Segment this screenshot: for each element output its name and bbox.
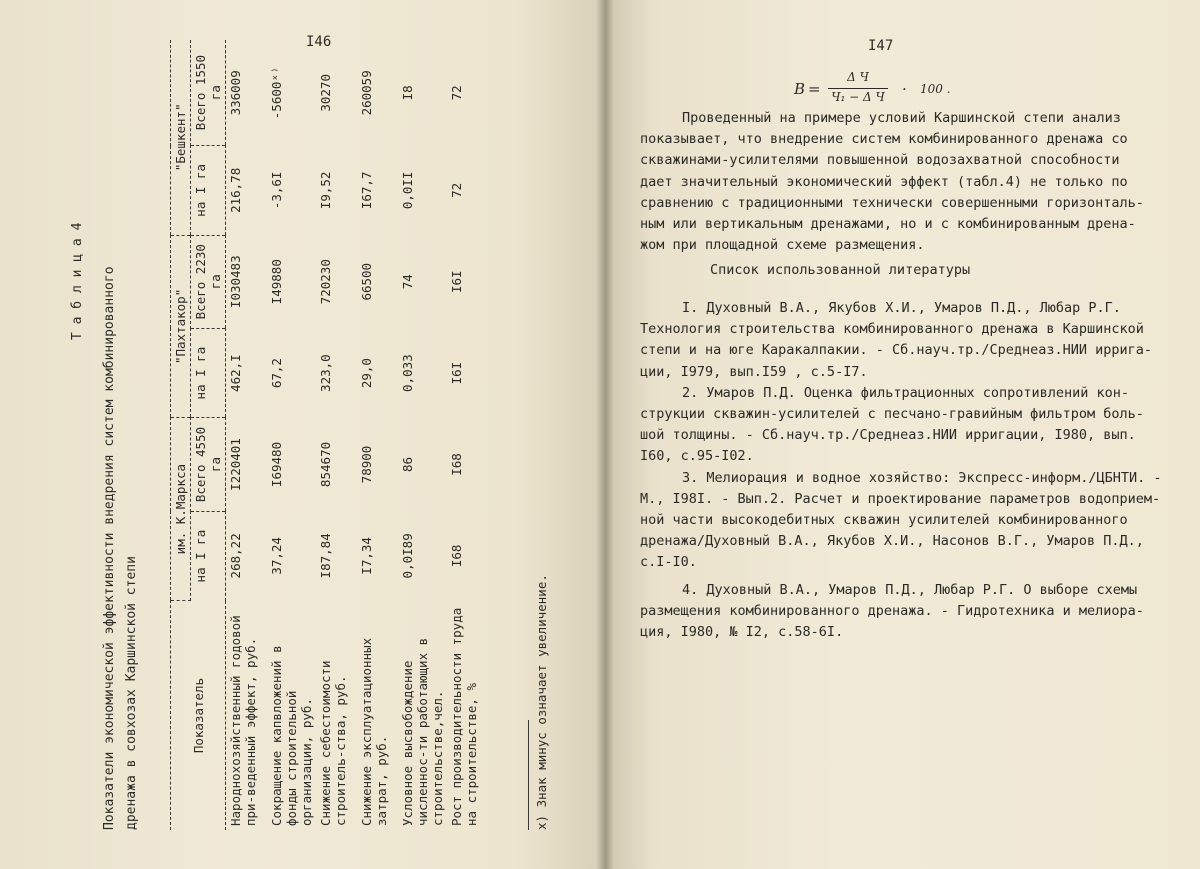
reference-line: 3. Мелиорация и водное хозяйство: Экспресс-информ./ЦБНТИ. - [682,469,1162,486]
reference-line: Технология строительства комбинированного дренажа в Каршинской [640,321,1144,338]
subheader: на I га [191,511,226,600]
reference-line: струкции скважин-усилителей с песчано-гравийным фильтром боль- [640,406,1144,423]
page-number-left: I46 [306,34,332,50]
formula-denominator: Ч₁ − Δ Ч [831,90,885,104]
row-label: Снижение себестоимости строитель-ства, руб. [318,660,348,826]
group-header-pakhtakor: "Пахтакор" [171,235,191,418]
table-cell: I67,7 [359,171,374,210]
reference-line: дренажа/Духовный В.А., Якубов Х.И., Насонов В.Г., Умаров П.Д., [640,533,1144,550]
reference-line: I60, с.95-I02. [640,448,754,465]
subheader: на I га [191,328,226,417]
table-cell: I6I [449,270,464,294]
analysis-paragraph [640,108,1170,256]
table-cell: 29,0 [359,358,374,389]
table-row [398,40,447,830]
table-cell: I030483 [228,255,243,309]
reference-line: размещения комбинированного дренажа. - Гидротехника и мелиора- [640,602,1144,619]
table-cell: -5600ˣ⁾ [269,66,284,120]
subheader: Всего 2230 га [191,235,226,328]
table-cell: 67,2 [269,358,284,389]
table-row [226,40,268,830]
paragraph-line: скважинами-усилителями повышенной водозахватной способности [640,152,1120,169]
row-label: Народнохозяйственный годовой при-веденный эффект, руб. [228,615,258,826]
table-cell: I9,52 [318,171,333,210]
table-title-line-2: дренажа в совхозах Каршинской степи [124,556,139,830]
table-cell: 66500 [359,262,374,301]
table-cell: I87,84 [318,533,333,579]
formula-numerator: Δ Ч [847,70,869,84]
table-cell: I68 [449,453,464,476]
reference-line: шой толщины. - Сб.науч.тр./Среднеаз.НИИ ирригации, I980, вып. [640,427,1136,444]
group-header-marx: им. К.Маркса [171,418,191,601]
table-cell: 72 [449,85,464,101]
paragraph-line: Проведенный на примере условий Каршинской степи анализ [682,110,1121,126]
table-row [357,40,398,830]
paragraph-line: дает значительный экономический эффект (табл.4) не только по [640,173,1128,190]
book-spine-shadow [596,0,614,869]
table-cell: I49880 [269,259,284,305]
table-cell: 336009 [228,70,243,116]
table-cell: 268,22 [228,533,243,579]
formula-multiply: · [902,80,907,98]
table-cell: 0,0II [400,171,415,210]
group-header-beshkent: "Бешкент" [171,40,191,235]
literature-heading: Список использованной литературы [710,262,971,278]
reference-line: 4. Духовный В.А., Умаров П.Д., Любар Р.Г. О выборе схемы [682,581,1138,598]
formula-factor: 100 . [920,82,951,96]
row-label: Рост производительности труда на строительстве, % [449,607,479,826]
fraction-bar [828,88,888,89]
reference-line: М., I98I. - Вып.2. Расчет и проектирование параметров водоприем- [640,490,1161,507]
table-cell: I8 [400,85,415,101]
table-cell: 0,0I89 [400,533,415,579]
indicator-header: Показатель [171,601,226,830]
footnote-rule [528,720,529,830]
row-label: Сокращение капвложений в фонды строительной организации, руб. [269,645,314,826]
table-cell: 86 [400,456,415,473]
table-cell: 854670 [318,441,333,488]
table-cell: I68 [449,544,464,568]
table-cell: 720230 [318,259,333,305]
row-label: Условное высвобождение численнос-ти работающих в строительстве,чел. [400,637,445,826]
rotated-table-block [60,40,580,830]
table-row [316,40,357,830]
table-row [447,40,488,830]
row-label: Снижение эксплуатационных затрат, руб. [359,637,389,826]
table-cell: 74 [400,274,415,290]
footnote: х) Знак минус означает увеличение. [534,574,549,830]
table-cell: I220401 [228,438,243,491]
subheader: Всего 4550 га [191,418,226,511]
efficiency-table [170,40,488,830]
table-cell: 37,24 [269,537,284,575]
formula [794,70,954,110]
paragraph-line: ным или вертикальным дренажами, но и с комбинированным дрена- [640,216,1136,233]
paragraph-line: жом при площадной схеме размещения. [640,237,925,254]
right-page [606,0,1200,869]
table-title-line-1: Показатели экономической эффективности внедрения систем комбинированного [102,266,117,830]
formula-lhs: B [794,80,806,98]
table-cell: 30270 [318,74,333,112]
subheader: на I га [191,146,226,235]
reference-line: степи и на юге Каракалпакии. - Сб.науч.тр./Среднеаз.НИИ иррига- [640,342,1153,359]
table-cell: 462,I [228,354,243,392]
reference-line: ной части высокодебитных скважин усилителей комбинированного [640,512,1128,529]
table-cell: 260059 [359,70,374,116]
paragraph-line: показывает, что внедрение систем комбинированного дренажа со [640,131,1128,148]
formula-equals: = [808,80,821,98]
table-cell: I6I [449,361,464,385]
reference-line: ция, I980, № I2, с.58-6I. [640,624,844,641]
reference-line: с.I-I0. [640,554,697,571]
table-cell: I69480 [269,441,284,488]
reference-list [640,298,1180,643]
table-cell: 216,78 [228,167,243,213]
table-cell: 72 [449,182,464,198]
page-number-right: I47 [868,38,894,54]
reference-line: I. Духовный В.А., Якубов Х.И., Умаров П.Д., Любар Р.Г. [682,300,1121,316]
subheader: Всего 1550 га [191,40,226,146]
table-cell: 323,0 [318,354,333,392]
table-label: Т а б л и ц а 4 [70,222,85,340]
reference-line: ции, I979, вып.I59 , с.5-I7. [640,363,868,380]
table-cell: 78900 [359,445,374,484]
paragraph-line: сравнению с традиционными технически совершенными горизонталь- [640,194,1144,211]
table-cell: I7,34 [359,537,374,575]
table-row [267,40,316,830]
table-cell: 0,033 [400,354,415,392]
reference-line: 2. Умаров П.Д. Оценка фильтрационных сопротивлений кон- [682,384,1130,401]
table-cell: -3,6I [269,171,284,210]
